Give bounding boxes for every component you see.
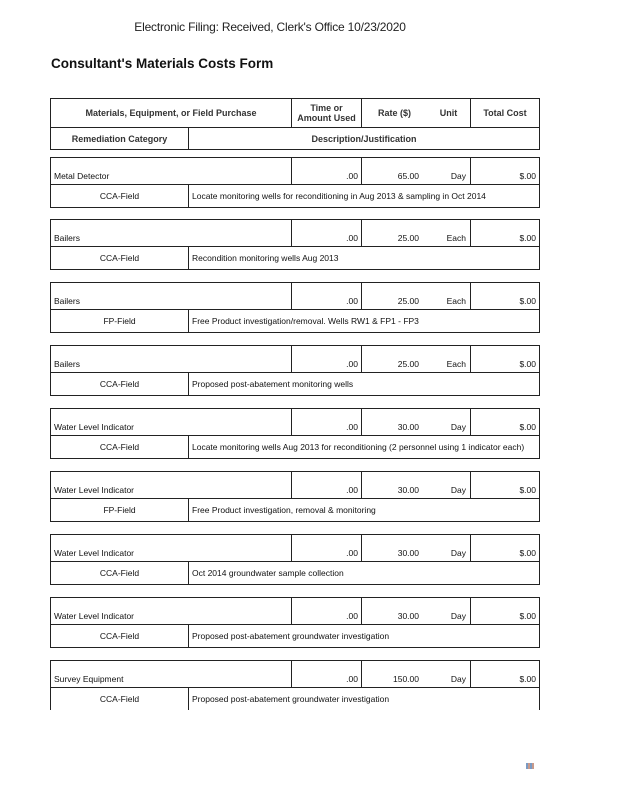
table-row xyxy=(50,157,540,208)
unit: Day xyxy=(427,598,471,624)
table-row xyxy=(50,408,540,459)
item-name: Water Level Indicator xyxy=(51,472,292,498)
total-cost: $.00 xyxy=(519,171,536,181)
unit: Day xyxy=(427,472,471,498)
header-category: Remediation Category xyxy=(51,128,189,149)
table-row xyxy=(50,282,540,333)
header-rate: Rate ($) xyxy=(377,108,411,118)
unit: Each xyxy=(427,346,471,372)
time-used: .00 xyxy=(292,220,362,246)
total-cost: $.00 xyxy=(519,296,536,306)
header-description: Description/Justification xyxy=(311,133,417,144)
rate: 30.00 xyxy=(397,485,419,495)
time-used: .00 xyxy=(292,598,362,624)
table-row xyxy=(50,471,540,522)
category: CCA-Field xyxy=(51,247,189,269)
table-row xyxy=(50,219,540,270)
item-name: Water Level Indicator xyxy=(51,535,292,561)
rate: 30.00 xyxy=(397,611,419,621)
header-time: Time or Amount Used xyxy=(292,99,362,127)
rate: 30.00 xyxy=(397,422,419,432)
category: CCA-Field xyxy=(51,562,189,584)
description: Free Product investigation/removal. Wells RW1 & FP1 - FP3 xyxy=(192,316,419,326)
item-name: Metal Detector xyxy=(51,158,292,184)
item-name: Bailers xyxy=(51,346,292,372)
header-unit: Unit xyxy=(427,99,471,127)
category: CCA-Field xyxy=(51,625,189,647)
unit: Each xyxy=(427,220,471,246)
total-cost: $.00 xyxy=(519,233,536,243)
item-name: Water Level Indicator xyxy=(51,598,292,624)
rate: 25.00 xyxy=(397,233,419,243)
rate: 150.00 xyxy=(393,674,419,684)
header-total: Total Cost xyxy=(483,108,527,118)
category: CCA-Field xyxy=(51,436,189,458)
item-name: Survey Equipment xyxy=(51,661,292,687)
description: Recondition monitoring wells Aug 2013 xyxy=(192,253,339,263)
item-name: Bailers xyxy=(51,283,292,309)
rate: 25.00 xyxy=(397,296,419,306)
filing-stamp: Electronic Filing: Received, Clerk's Office 10/23/2020 xyxy=(134,20,406,34)
unit: Day xyxy=(427,158,471,184)
table-row xyxy=(50,660,540,710)
description: Locate monitoring wells Aug 2013 for reconditioning (2 personnel using 1 indicator each) xyxy=(192,442,525,452)
time-used: .00 xyxy=(292,158,362,184)
total-cost: $.00 xyxy=(519,674,536,684)
total-cost: $.00 xyxy=(519,611,536,621)
form-title: Consultant's Materials Costs Form xyxy=(51,56,274,71)
time-used: .00 xyxy=(292,283,362,309)
category: CCA-Field xyxy=(51,373,189,395)
description: Proposed post-abatement groundwater investigation xyxy=(192,694,390,704)
category: FP-Field xyxy=(51,310,189,332)
time-used: .00 xyxy=(292,409,362,435)
time-used: .00 xyxy=(292,472,362,498)
unit: Each xyxy=(427,283,471,309)
time-used: .00 xyxy=(292,535,362,561)
time-used: .00 xyxy=(292,346,362,372)
category: FP-Field xyxy=(51,499,189,521)
header-item: Materials, Equipment, or Field Purchase xyxy=(51,99,292,127)
table-row xyxy=(50,345,540,396)
unit: Day xyxy=(427,661,471,687)
description: Free Product investigation, removal & monitoring xyxy=(192,505,376,515)
unit: Day xyxy=(427,409,471,435)
description: Locate monitoring wells for reconditioning in Aug 2013 & sampling in Oct 2014 xyxy=(192,191,486,201)
description: Proposed post-abatement groundwater investigation xyxy=(192,631,390,641)
category: CCA-Field xyxy=(51,688,189,710)
total-cost: $.00 xyxy=(519,359,536,369)
rate: 30.00 xyxy=(397,548,419,558)
table-row xyxy=(50,534,540,585)
description: Oct 2014 groundwater sample collection xyxy=(192,568,344,578)
total-cost: $.00 xyxy=(519,548,536,558)
item-name: Water Level Indicator xyxy=(51,409,292,435)
rate: 65.00 xyxy=(397,171,419,181)
unit: Day xyxy=(427,535,471,561)
table-row xyxy=(50,597,540,648)
item-name: Bailers xyxy=(51,220,292,246)
rate: 25.00 xyxy=(397,359,419,369)
time-used: .00 xyxy=(292,661,362,687)
description: Proposed post-abatement monitoring wells xyxy=(192,379,354,389)
total-cost: $.00 xyxy=(519,422,536,432)
page-marker-icon xyxy=(526,763,534,769)
total-cost: $.00 xyxy=(519,485,536,495)
table-header xyxy=(50,98,540,150)
category: CCA-Field xyxy=(51,185,189,207)
